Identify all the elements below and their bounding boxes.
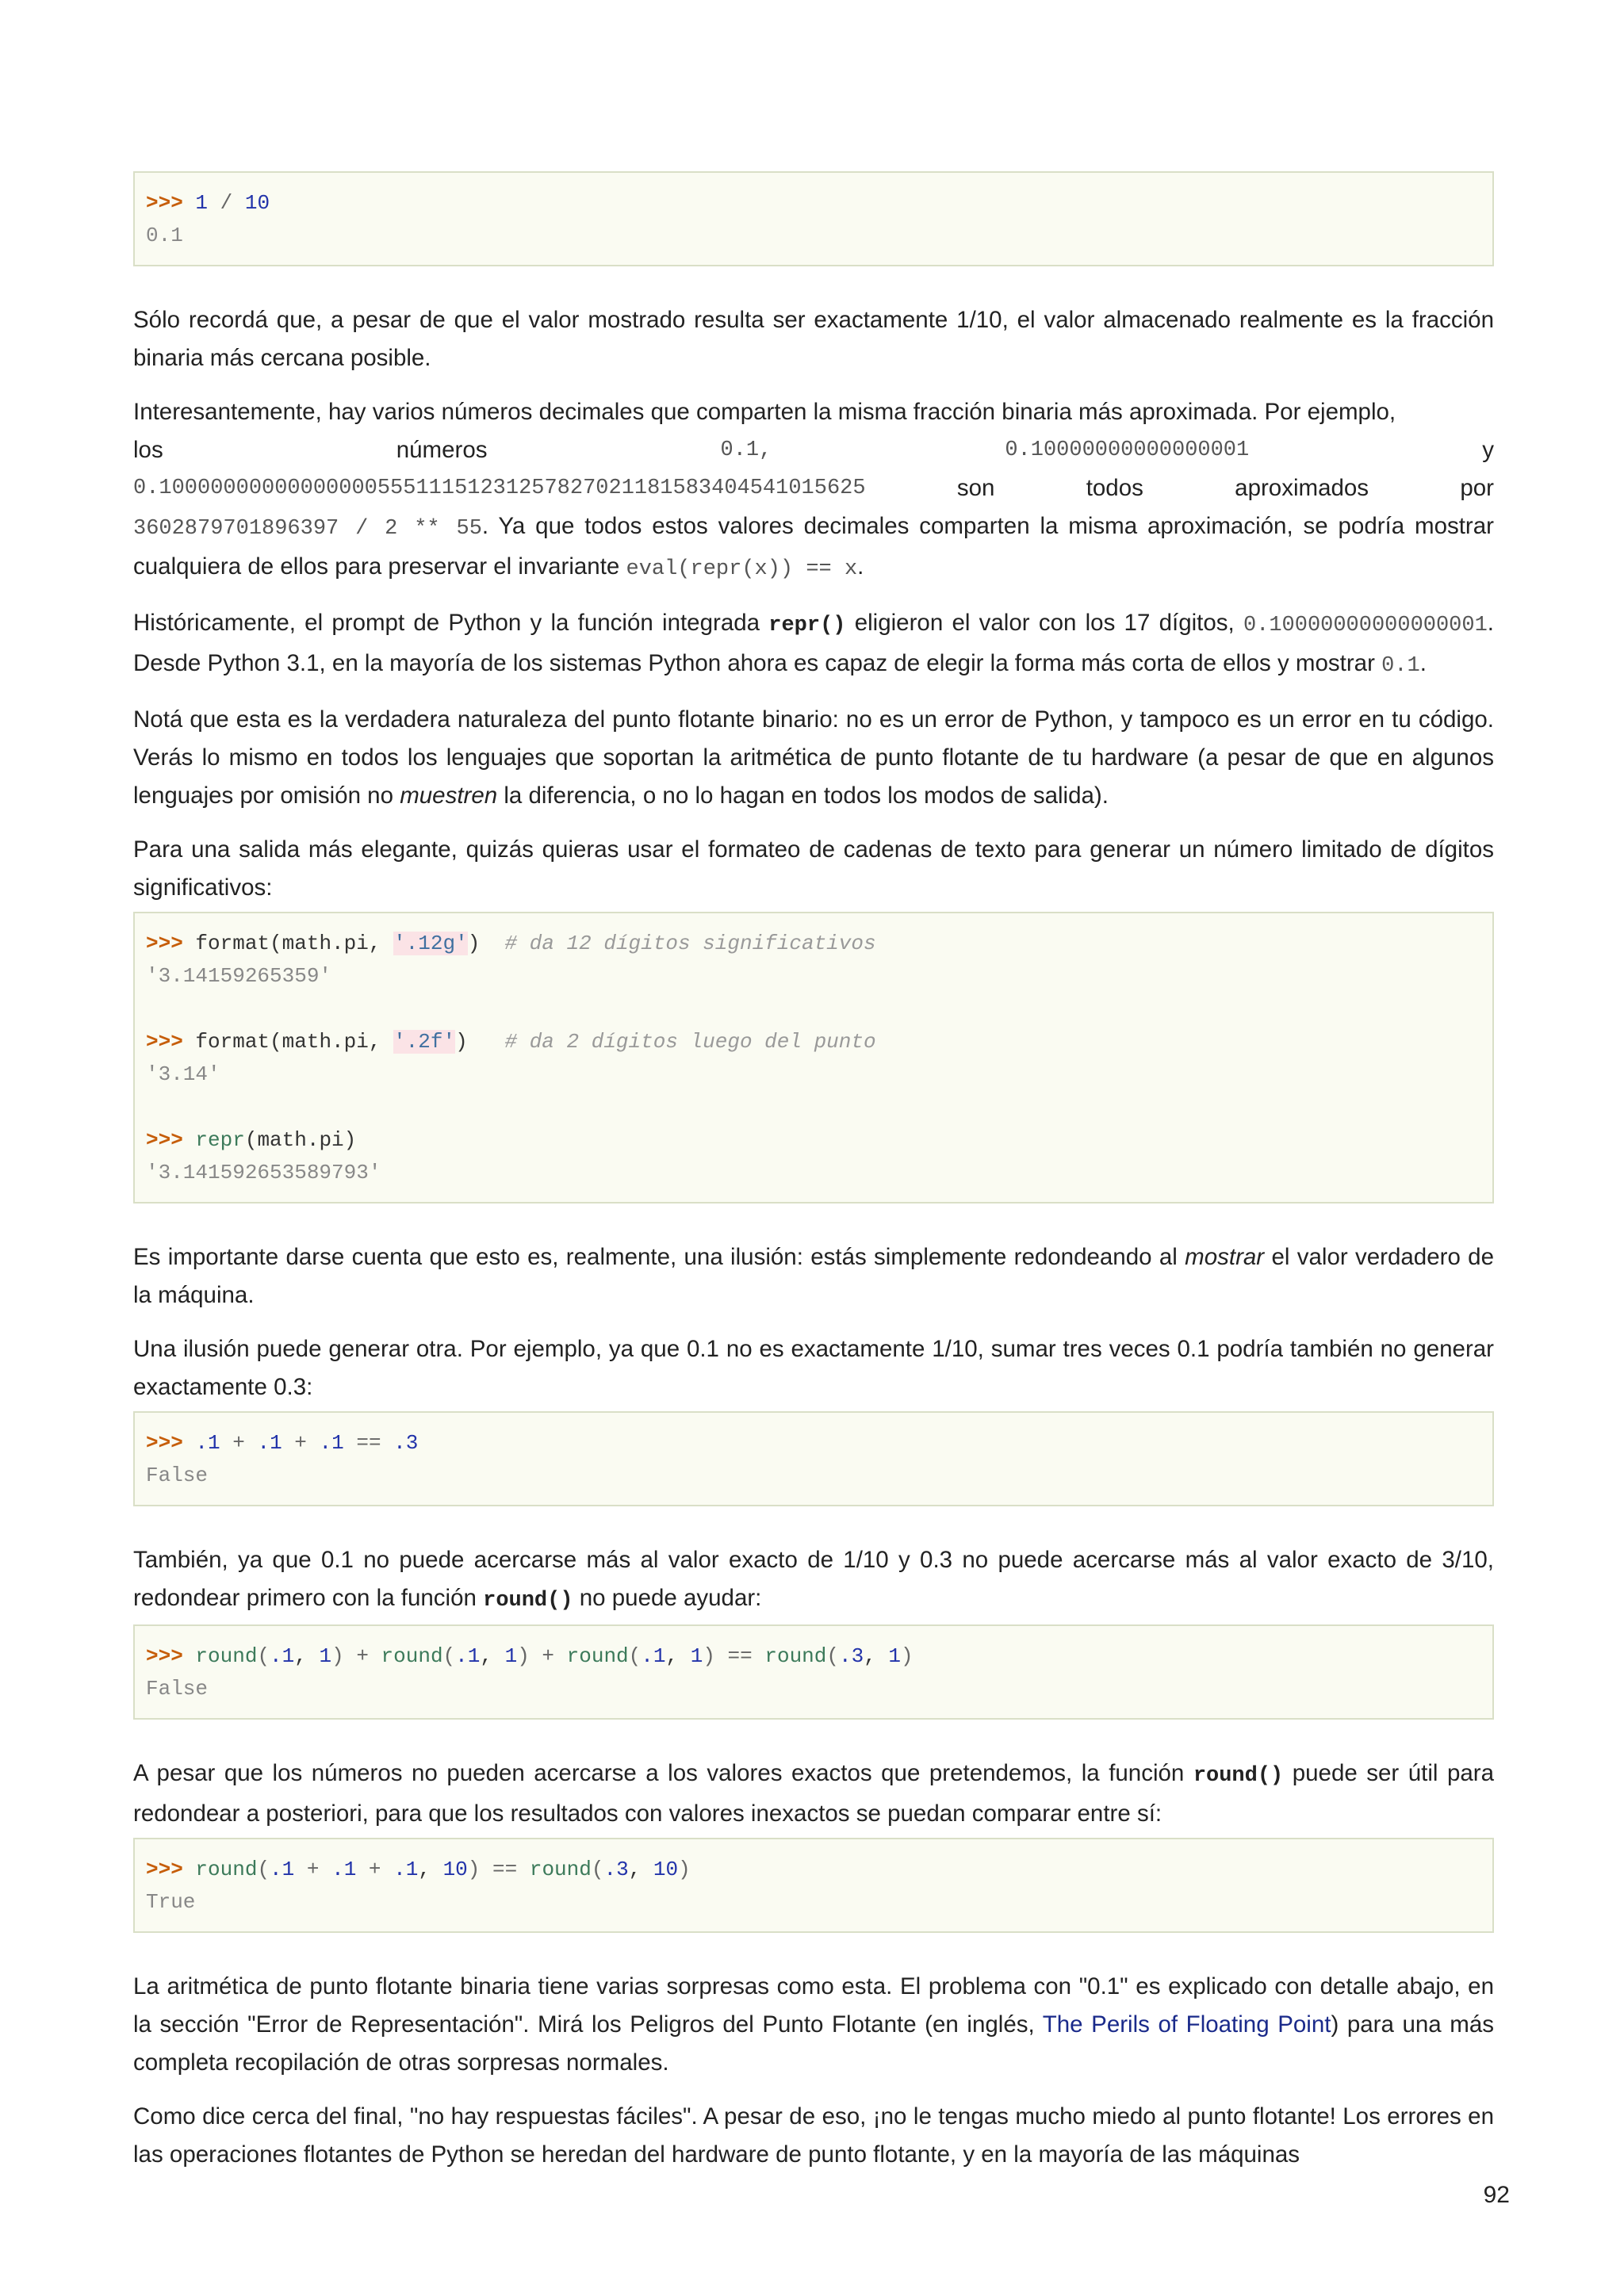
paragraph-interesantemente: Interesantemente, hay varios números decimales que comparten la misma fracción binaria más aproximada. Por ejemplo, los números 0.1, 0.10000000000000001 y 0.1000000000000000055511151231257827021181583404541015625 son todos aproximados por 3602879701896397 / 2 ** 55. Ya que todos estos valores decimales comparten la misma aproximación, se podría mostrar cualquiera de ellos para preservar el invariante eval(repr(x)) == x. bbox=[133, 399, 1494, 581]
paragraph-historicamente: Históricamente, el prompt de Python y la función integrada repr() eligieron el valor con los 17 dígitos, 0.10000000000000001. Desde Python 3.1, en la mayoría de los sistemas Python ahora es capaz de elegir la forma más corta de ellos y mostrar 0.1. bbox=[133, 610, 1494, 678]
code-block-sum: >>> .1 + .1 + .1 == .3 False bbox=[133, 1411, 1494, 1506]
paragraph-tambien: También, ya que 0.1 no puede acercarse más al valor exacto de 1/10 y 0.3 no puede acercarse más al valor exacto de 3/10, redondear primero con la función round() no puede ayudar: bbox=[133, 1547, 1494, 1613]
paragraph-sorpresas: La aritmética de punto flotante binaria tiene varias sorpresas como esta. El problema con "0.1" es explicado con detalle abajo, en la sección "Error de Representación". Mirá los Peligros del Punto Flotante (en inglés, The Perils of Floating Point) para una más completa recopilación de otras sorpresas normales. bbox=[133, 1973, 1495, 2076]
paragraph-final: Como dice cerca del final, "no hay respuestas fáciles". A pesar de eso, ¡no le tengas mucho miedo al punto flotante! Los errores en las operaciones flotantes de Python se heredan del hardware de punto flotante, y en la mayoría de las máquinas bbox=[133, 2103, 1494, 2168]
page-content bbox=[133, 171, 1494, 2190]
code-output: 0.1 bbox=[146, 224, 183, 247]
paragraph-salida-elegante: Para una salida más elegante, quizás quieras usar el formateo de cadenas de texto para generar un número limitado de dígitos significativos: bbox=[133, 836, 1494, 901]
inline-code-repr: repr() bbox=[768, 614, 846, 637]
code-block-format: >>> format(math.pi, '.12g') # da 12 dígitos significativos '3.14159265359' >>> format(math.pi, '.2f') # da 2 dígitos luego del punto '3.14' >>> repr(math.pi) '3.141592653589793' bbox=[133, 912, 1494, 1203]
inline-code-round: round() bbox=[1193, 1764, 1284, 1788]
page-number: 92 bbox=[1483, 2182, 1510, 2208]
paragraph-recorda: Sólo recordá que, a pesar de que el valor mostrado resulta ser exactamente 1/10, el valor almacenado realmente es la fracción binaria más cercana posible. bbox=[133, 307, 1494, 371]
code-block-round-compare: >>> round(.1 + .1 + .1, 10) == round(.3, 10) True bbox=[133, 1838, 1494, 1933]
paragraph-ilusion: Es importante darse cuenta que esto es, realmente, una ilusión: estás simplemente redondeando al mostrar el valor verdadero de la máquina. bbox=[133, 1244, 1494, 1308]
code-block-round-sum: >>> round(.1, 1) + round(.1, 1) + round(.1, 1) == round(.3, 1) False bbox=[133, 1624, 1494, 1720]
perils-link[interactable]: The Perils of Floating Point bbox=[1042, 2011, 1331, 2038]
inline-code-round: round() bbox=[483, 1589, 573, 1613]
code-block-division: >>> 1 / 10 0.1 bbox=[133, 171, 1494, 266]
paragraph-nota: Notá que esta es la verdadera naturaleza del punto flotante binario: no es un error de Python, y tampoco es un error en tu código. Verás lo mismo en todos los lenguajes que soportan la aritmética de punto flotante de tu hardware (a pesar de que en algunos lenguajes por omisión no muestren la diferencia, o no lo hagan en todos los modos de salida). bbox=[133, 706, 1494, 809]
paragraph-otra-ilusion: Una ilusión puede generar otra. Por ejemplo, ya que 0.1 no es exactamente 1/10, sumar tres veces 0.1 podría también no generar exactamente 0.3: bbox=[133, 1336, 1494, 1400]
paragraph-a-pesar: A pesar que los números no pueden acercarse a los valores exactos que pretendemos, la función round() puede ser útil para redondear a posteriori, para que los resultados con valores inexactos se puedan comparar entre sí: bbox=[133, 1760, 1494, 1827]
